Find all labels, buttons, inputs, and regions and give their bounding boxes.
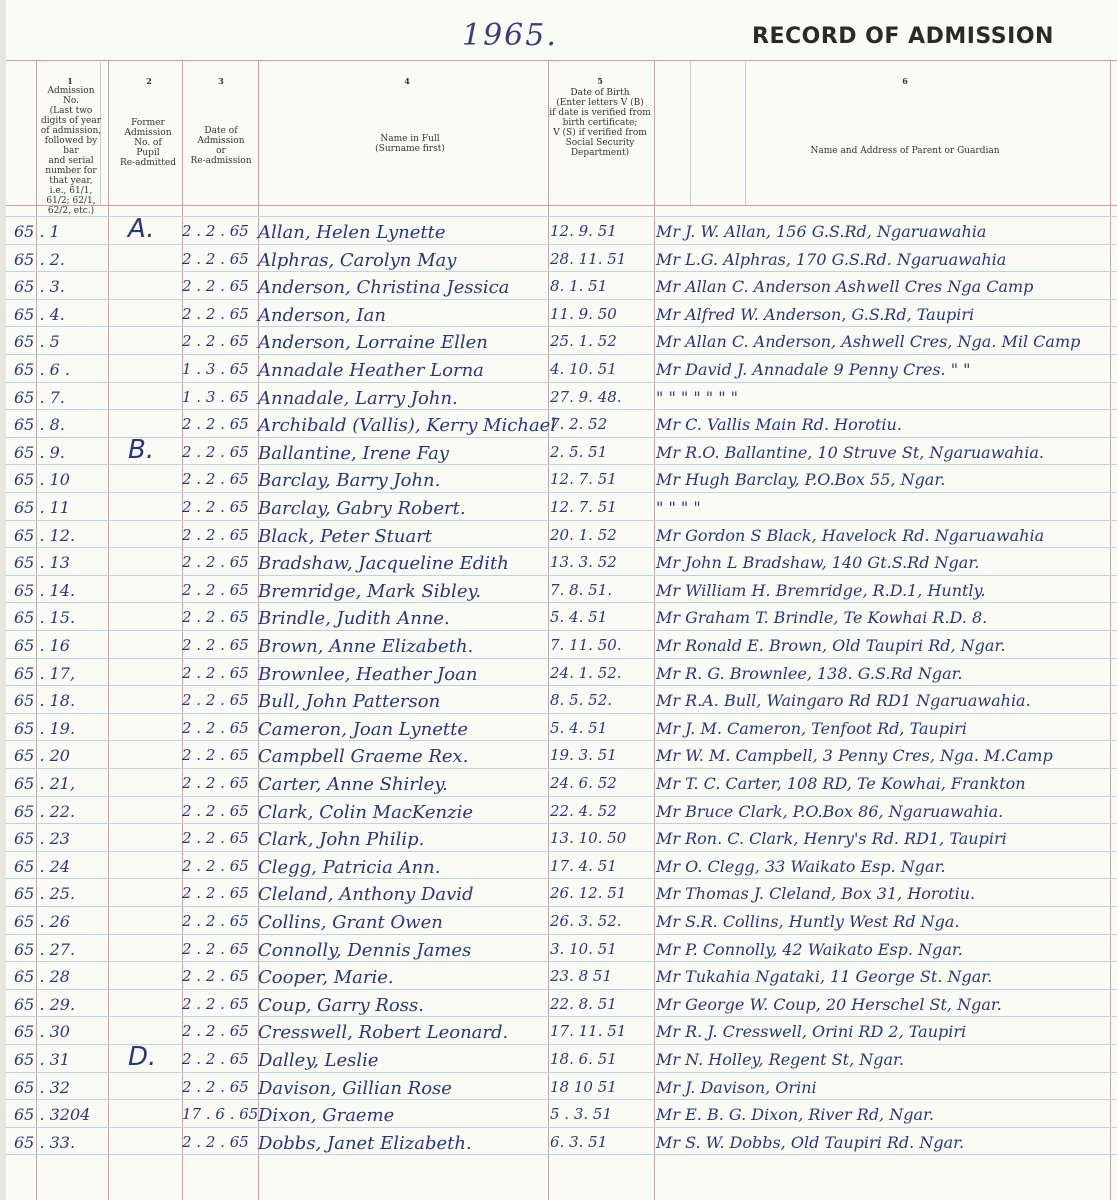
date-of-birth: 28. 11. 51 (550, 249, 627, 268)
admission-date: 1 . 3 . 65 (182, 387, 249, 406)
parent-name-address: Mr E. B. G. Dixon, River Rd, Ngar. (656, 1105, 934, 1125)
pupil-name: Collins, Grant Owen (258, 912, 443, 933)
date-of-birth: 8. 1. 51 (550, 277, 608, 296)
parent-name-address: Mr L.G. Alphras, 170 G.S.Rd. Ngaruawahia (656, 249, 1007, 269)
parent-name-address: Mr R. J. Cresswell, Orini RD 2, Taupiri (656, 1022, 967, 1042)
admission-date: 2 . 2 . 65 (182, 277, 249, 296)
parent-name-address: Mr Allan C. Anderson, Ashwell Cres, Nga. Mil Camp (656, 332, 1081, 352)
col-2-number: 2 (146, 76, 152, 86)
admission-date: 2 . 2 . 65 (182, 553, 249, 572)
col-1-number: 1 (67, 76, 73, 86)
date-of-birth: 5. 4. 51 (550, 718, 608, 737)
pupil-name: Allan, Helen Lynette (258, 222, 446, 243)
parent-name-address: Mr T. C. Carter, 108 RD, Te Kowhai, Frankton (656, 774, 1026, 793)
parent-name-address: Mr N. Holley, Regent St, Ngar. (656, 1050, 905, 1069)
pupil-name: Annadale Heather Lorna (258, 360, 484, 381)
table-row (0, 608, 1117, 636)
table-row (0, 774, 1117, 802)
date-of-birth: 5 . 3. 51 (550, 1105, 613, 1124)
admission-number: 65 . 11 (14, 498, 70, 517)
parent-name-address: Mr Bruce Clark, P.O.Box 86, Ngaruawahia. (656, 801, 1004, 821)
admission-date: 2 . 2 . 65 (182, 718, 249, 737)
pupil-name: Connolly, Dennis James (258, 939, 472, 961)
admission-number: 65 . 24 (14, 856, 70, 876)
date-of-birth: 11. 9. 50 (550, 304, 617, 323)
admission-number: 65 . 5 (14, 332, 60, 352)
parent-name-address: " " " " " " " (656, 387, 739, 407)
date-of-birth: 7. 8. 51. (550, 580, 613, 599)
table-row (0, 912, 1117, 940)
date-of-birth: 22. 4. 52 (550, 801, 617, 820)
faint-column-rule (690, 60, 691, 205)
admission-number: 65 . 33. (14, 1132, 76, 1152)
admission-number: 65 . 31 (14, 1050, 70, 1069)
admission-date: 2 . 2 . 65 (182, 608, 249, 627)
table-row (0, 498, 1117, 526)
table-row (0, 1050, 1117, 1078)
admission-number: 65 . 19. (14, 718, 76, 738)
admission-number: 65 . 8. (14, 415, 65, 435)
col-3-number: 3 (218, 76, 224, 86)
pupil-name: Brownlee, Heather Joan (258, 663, 478, 685)
date-of-birth: 12. 7. 51 (550, 498, 617, 516)
admission-number: 65 . 29. (14, 994, 76, 1014)
admission-number: 65 . 18. (14, 691, 76, 711)
col-6-header: Name and Address of Parent or Guardian (810, 146, 1000, 156)
pupil-name: Barclay, Barry John. (258, 470, 441, 492)
pupil-name: Anderson, Ian (258, 304, 386, 326)
date-of-birth: 3. 10. 51 (550, 939, 617, 958)
admission-number: 65 . 16 (14, 636, 70, 655)
table-row (0, 1022, 1117, 1050)
parent-name-address: Mr J. M. Cameron, Tenfoot Rd, Taupiri (656, 718, 967, 738)
admission-date: 2 . 2 . 65 (182, 994, 249, 1013)
date-of-birth: 2. 5. 51 (550, 442, 608, 461)
pupil-name: Dalley, Leslie (258, 1050, 379, 1071)
admission-date: 2 . 2 . 65 (182, 580, 249, 599)
admission-date: 2 . 2 . 65 (182, 884, 249, 903)
admission-number: 65 . 3204 (14, 1105, 91, 1125)
parent-name-address: Mr S.R. Collins, Huntly West Rd Nga. (656, 912, 960, 931)
table-row (0, 415, 1117, 443)
admission-number: 65 . 27. (14, 939, 76, 959)
table-row (0, 388, 1117, 416)
admission-number: 65 . 4. (14, 304, 65, 324)
admission-date: 1 . 3 . 65 (182, 360, 249, 378)
date-of-birth: 18 10 51 (550, 1077, 617, 1096)
parent-name-address: Mr R.O. Ballantine, 10 Struve St, Ngaruawahia. (656, 442, 1044, 462)
date-of-birth: 17. 4. 51 (550, 856, 617, 875)
page-title: RECORD OF ADMISSION (752, 24, 1054, 49)
date-of-birth: 12. 9. 51 (550, 222, 617, 240)
table-row (0, 995, 1117, 1023)
admission-date: 2 . 2 . 65 (182, 415, 249, 434)
admission-date: 2 . 2 . 65 (182, 829, 249, 848)
parent-name-address: Mr George W. Coup, 20 Herschel St, Ngar. (656, 994, 1002, 1014)
admission-number: 65 . 7. (14, 387, 65, 407)
pupil-name: Brown, Anne Elizabeth. (258, 636, 474, 657)
ruled-line (6, 216, 1117, 217)
admission-date: 2 . 2 . 65 (182, 470, 249, 489)
admission-date: 2 . 2 . 65 (182, 1022, 249, 1041)
former-admission-letter: A. (128, 214, 155, 244)
former-admission-letter: B. (128, 434, 155, 465)
admission-number: 65 . 25. (14, 884, 76, 904)
table-row (0, 250, 1117, 278)
parent-name-address: Mr S. W. Dobbs, Old Taupiri Rd. Ngar. (656, 1132, 965, 1152)
date-of-birth: 17. 11. 51 (550, 1022, 627, 1041)
pupil-name: Bremridge, Mark Sibley. (258, 580, 481, 602)
date-of-birth: 13. 3. 52 (550, 553, 617, 572)
pupil-name: Dobbs, Janet Elizabeth. (258, 1132, 472, 1154)
date-of-birth: 23. 8 51 (550, 967, 613, 986)
date-of-birth: 7. 2. 52 (550, 415, 608, 434)
parent-name-address: Mr David J. Annadale 9 Penny Cres. " " (656, 360, 971, 379)
pupil-name: Coup, Garry Ross. (258, 994, 424, 1016)
header-bottom-rule (6, 205, 1117, 206)
table-row (0, 581, 1117, 609)
table-row (0, 940, 1117, 968)
date-of-birth: 24. 6. 52 (550, 774, 617, 792)
admission-date: 2 . 2 . 65 (182, 801, 249, 820)
admission-number: 65 . 6 . (14, 360, 70, 379)
admission-date: 2 . 2 . 65 (182, 249, 249, 268)
parent-name-address: Mr Ronald E. Brown, Old Taupiri Rd, Ngar. (656, 636, 1006, 655)
admission-date: 2 . 2 . 65 (182, 636, 249, 654)
admission-date: 2 . 2 . 65 (182, 746, 249, 765)
pupil-name: Cresswell, Robert Leonard. (258, 1022, 509, 1044)
date-of-birth: 27. 9. 48. (550, 387, 622, 406)
admission-date: 2 . 2 . 65 (182, 856, 249, 875)
date-of-birth: 18. 6. 51 (550, 1050, 617, 1068)
admission-number: 65 . 22. (14, 801, 76, 821)
parent-name-address: Mr Hugh Barclay, P.O.Box 55, Ngar. (656, 470, 946, 490)
table-row (0, 857, 1117, 885)
admission-number: 65 . 32 (14, 1077, 70, 1097)
parent-name-address: Mr W. M. Campbell, 3 Penny Cres, Nga. M.Camp (656, 746, 1053, 766)
parent-name-address: Mr John L Bradshaw, 140 Gt.S.Rd Ngar. (656, 553, 980, 573)
pupil-name: Carter, Anne Shirley. (258, 774, 448, 795)
col-4-number: 4 (404, 76, 410, 86)
parent-name-address: Mr R. G. Brownlee, 138. G.S.Rd Ngar. (656, 663, 963, 683)
date-of-birth: 22. 8. 51 (550, 994, 617, 1013)
faint-column-rule (745, 60, 746, 205)
page-year: 1965. (462, 18, 558, 53)
parent-name-address: Mr Thomas J. Cleland, Box 31, Horotiu. (656, 884, 976, 904)
parent-name-address: Mr J. W. Allan, 156 G.S.Rd, Ngaruawahia (656, 222, 987, 241)
admission-number: 65 . 3. (14, 277, 65, 297)
parent-name-address: " " " " (656, 498, 701, 517)
date-of-birth: 25. 1. 52 (550, 332, 617, 351)
admission-date: 2 . 2 . 65 (182, 222, 249, 240)
former-admission-letter: D. (128, 1042, 157, 1072)
table-row (0, 443, 1117, 471)
table-row (0, 1133, 1117, 1161)
table-row (0, 1105, 1117, 1133)
table-row (0, 470, 1117, 498)
table-row (0, 719, 1117, 747)
pupil-name: Anderson, Christina Jessica (258, 277, 510, 299)
pupil-name: Clegg, Patricia Ann. (258, 856, 441, 878)
admission-date: 2 . 2 . 65 (182, 332, 249, 351)
pupil-name: Cameron, Joan Lynette (258, 718, 468, 740)
parent-name-address: Mr C. Vallis Main Rd. Horotiu. (656, 415, 902, 435)
admission-number: 65 . 23 (14, 829, 70, 849)
parent-name-address: Mr Tukahia Ngataki, 11 George St. Ngar. (656, 967, 993, 987)
date-of-birth: 26. 12. 51 (550, 884, 627, 903)
parent-name-address: Mr R.A. Bull, Waingaro Rd RD1 Ngaruawahia. (656, 691, 1031, 711)
admission-number: 65 . 9. (14, 442, 65, 462)
admission-number: 65 . 12. (14, 525, 76, 545)
admission-number: 65 . 1 (14, 222, 60, 241)
parent-name-address: Mr P. Connolly, 42 Waikato Esp. Ngar. (656, 939, 963, 959)
pupil-name: Bull, John Patterson (258, 691, 441, 713)
parent-name-address: Mr O. Clegg, 33 Waikato Esp. Ngar. (656, 856, 946, 876)
date-of-birth: 20. 1. 52 (550, 525, 617, 544)
admission-date: 2 . 2 . 65 (182, 304, 249, 323)
table-row (0, 664, 1117, 692)
admission-number: 65 . 14. (14, 580, 76, 600)
pupil-name: Ballantine, Irene Fay (258, 442, 449, 464)
table-row (0, 636, 1117, 664)
admission-number: 65 . 13 (14, 553, 70, 573)
admission-number: 65 . 15. (14, 608, 76, 628)
admission-date: 2 . 2 . 65 (182, 1077, 249, 1096)
pupil-name: Dixon, Graeme (258, 1105, 395, 1127)
admission-number: 65 . 20 (14, 746, 70, 766)
admission-date: 2 . 2 . 65 (182, 967, 249, 986)
admission-number: 65 . 2. (14, 249, 65, 269)
pupil-name: Campbell Graeme Rex. (258, 746, 469, 768)
admission-date: 2 . 2 . 65 (182, 663, 249, 682)
date-of-birth: 8. 5. 52. (550, 691, 613, 710)
table-row (0, 526, 1117, 554)
admission-number: 65 . 30 (14, 1022, 70, 1042)
pupil-name: Barclay, Gabry Robert. (258, 498, 466, 519)
pupil-name: Cleland, Anthony David (258, 884, 474, 906)
table-row (0, 691, 1117, 719)
table-row (0, 222, 1117, 250)
pupil-name: Anderson, Lorraine Ellen (258, 332, 488, 354)
table-row (0, 332, 1117, 360)
admission-date: 2 . 2 . 65 (182, 442, 249, 461)
header-top-rule (6, 60, 1117, 61)
table-row (0, 884, 1117, 912)
pupil-name: Clark, Colin MacKenzie (258, 801, 473, 823)
pupil-name: Clark, John Philip. (258, 829, 425, 851)
table-row (0, 360, 1117, 388)
date-of-birth: 4. 10. 51 (550, 360, 617, 378)
parent-name-address: Mr William H. Bremridge, R.D.1, Huntly. (656, 580, 986, 600)
pupil-name: Cooper, Marie. (258, 967, 394, 989)
admission-date: 2 . 2 . 65 (182, 774, 249, 792)
pupil-name: Davison, Gillian Rose (258, 1077, 452, 1099)
date-of-birth: 13. 10. 50 (550, 829, 627, 848)
parent-name-address: Mr Allan C. Anderson Ashwell Cres Nga Camp (656, 277, 1034, 297)
pupil-name: Brindle, Judith Anne. (258, 608, 450, 630)
col-6-number: 6 (902, 76, 908, 86)
admission-date: 2 . 2 . 65 (182, 1050, 249, 1068)
parent-name-address: Mr Gordon S Black, Havelock Rd. Ngaruawahia (656, 525, 1045, 545)
col-1-header: Admission No. (Last two digits of year of admission, followed by bar and serial number for that year, i.e., 61/1, 61/2; 62/1, 62/2, etc.) (40, 86, 102, 216)
table-row (0, 829, 1117, 857)
admission-number: 65 . 17, (14, 663, 76, 683)
date-of-birth: 5. 4. 51 (550, 608, 608, 627)
table-row (0, 553, 1117, 581)
col-5-number: 5 (597, 76, 603, 86)
pupil-name: Bradshaw, Jacqueline Edith (258, 553, 509, 575)
pupil-name: Black, Peter Stuart (258, 525, 433, 547)
date-of-birth: 7. 11. 50. (550, 636, 622, 654)
admission-number: 65 . 10 (14, 470, 70, 490)
col-4-header: Name in Full (Surname first) (375, 134, 445, 154)
col-5-header: Date of Birth (Enter letters V (B) if date is verified from birth certificate; V (S) if verified from Social Security Department) (549, 88, 651, 158)
table-row (0, 802, 1117, 830)
admission-date: 2 . 2 . 65 (182, 912, 249, 930)
admission-date: 2 . 2 . 65 (182, 1132, 249, 1151)
date-of-birth: 26. 3. 52. (550, 912, 622, 930)
parent-name-address: Mr J. Davison, Orini (656, 1077, 817, 1097)
table-row (0, 967, 1117, 995)
admission-date: 2 . 2 . 65 (182, 498, 249, 516)
table-row (0, 305, 1117, 333)
date-of-birth: 6. 3. 51 (550, 1132, 608, 1151)
date-of-birth: 12. 7. 51 (550, 470, 617, 489)
admission-date: 2 . 2 . 65 (182, 691, 249, 710)
table-row (0, 277, 1117, 305)
parent-name-address: Mr Alfred W. Anderson, G.S.Rd, Taupiri (656, 304, 975, 324)
col-2-header: Former Admission No. of Pupil Re-admitted (119, 118, 176, 168)
admission-date: 2 . 2 . 65 (182, 939, 249, 958)
date-of-birth: 19. 3. 51 (550, 746, 617, 765)
admission-number: 65 . 28 (14, 967, 70, 987)
date-of-birth: 24. 1. 52. (550, 663, 622, 682)
parent-name-address: Mr Ron. C. Clark, Henry's Rd. RD1, Taupiri (656, 829, 1007, 849)
parent-name-address: Mr Graham T. Brindle, Te Kowhai R.D. 8. (656, 608, 988, 628)
table-row (0, 1078, 1117, 1106)
admission-number: 65 . 21, (14, 774, 76, 793)
admission-date: 17 . 6 . 65 (182, 1105, 259, 1124)
table-row (0, 746, 1117, 774)
pupil-name: Annadale, Larry John. (258, 387, 458, 409)
pupil-name: Alphras, Carolyn May (258, 249, 457, 271)
pupil-name: Archibald (Vallis), Kerry Michael (258, 415, 557, 437)
col-3-header: Date of Admission or Re-admission (190, 126, 252, 166)
admission-date: 2 . 2 . 65 (182, 525, 249, 544)
admission-number: 65 . 26 (14, 912, 70, 931)
